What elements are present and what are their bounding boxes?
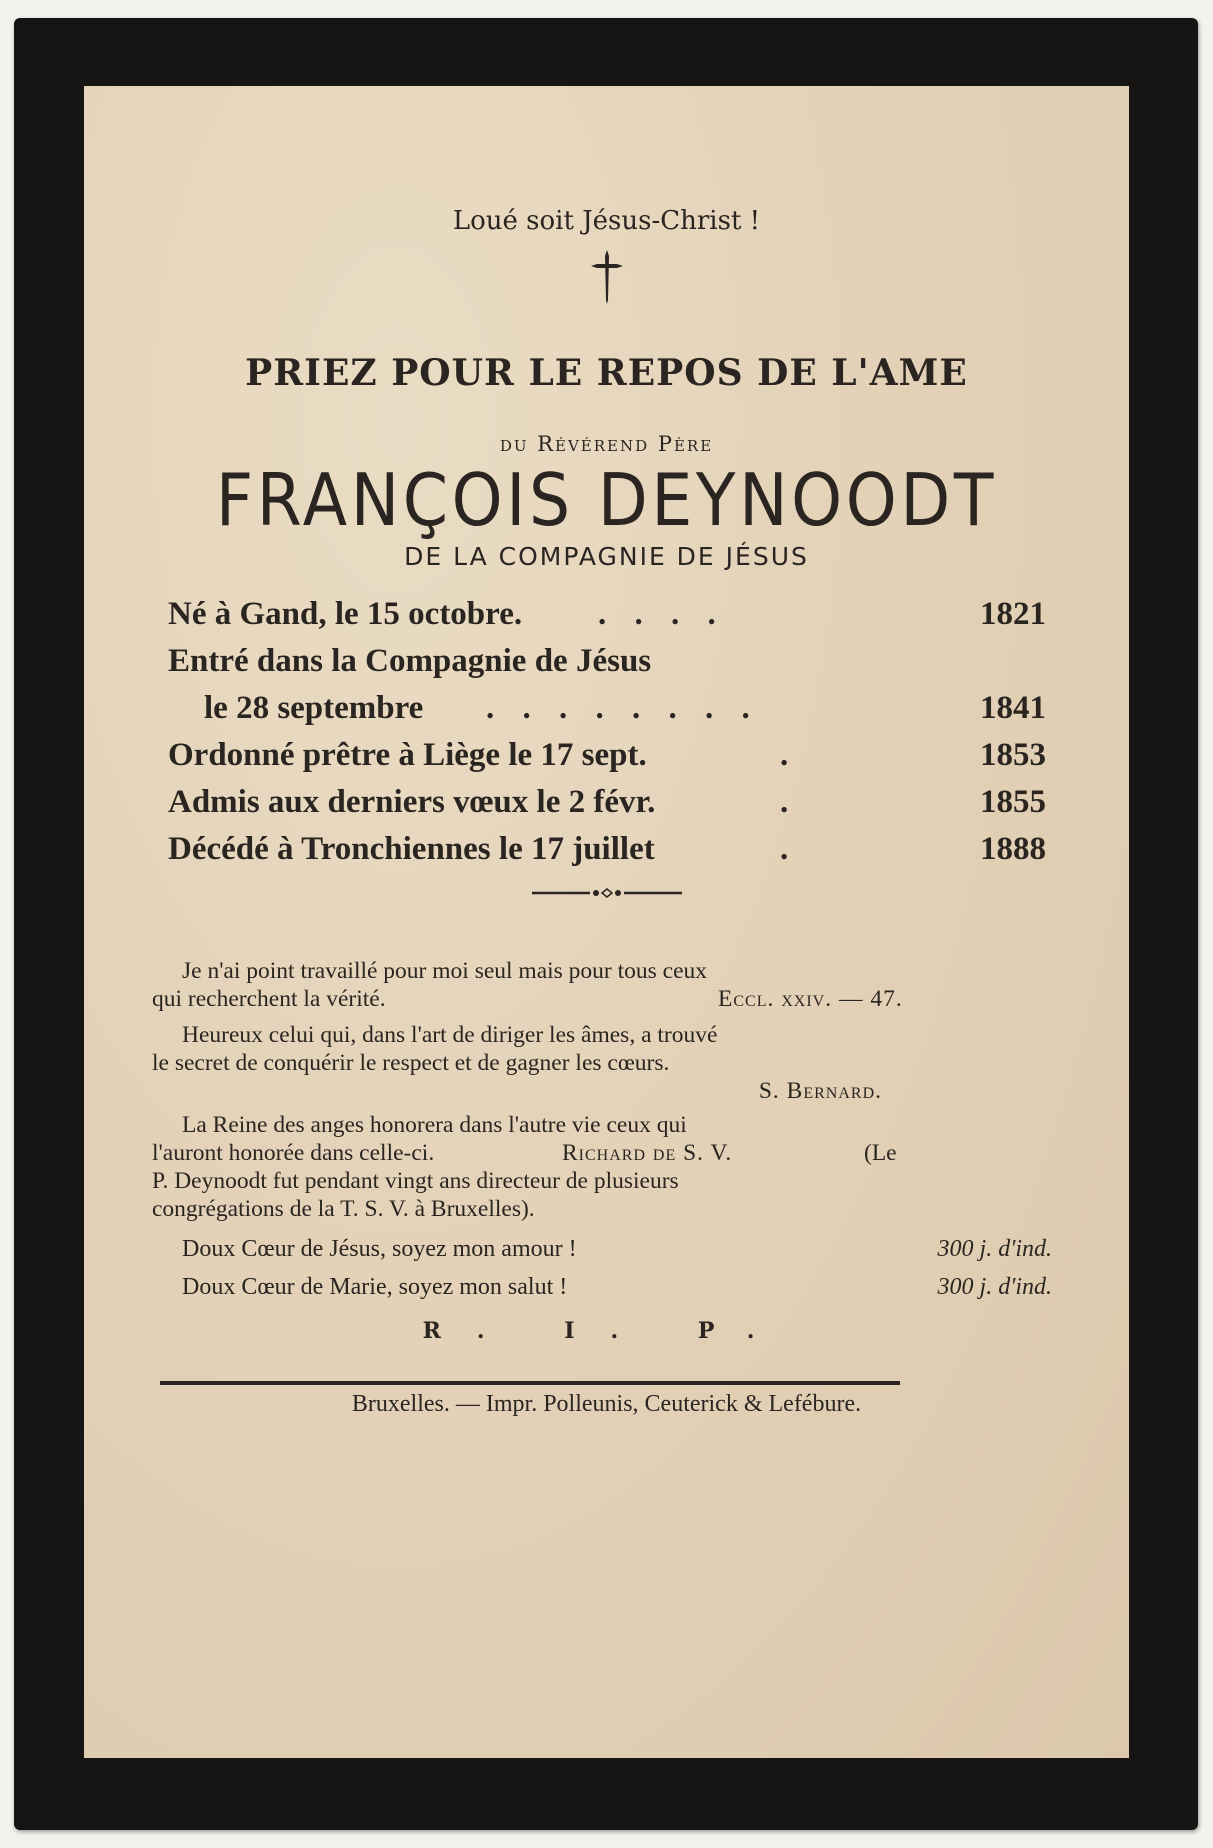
quote-reference: Richard de S. V.: [562, 1140, 733, 1166]
bio-text: le 28 septembre: [204, 690, 424, 726]
cross-icon: [84, 248, 1129, 304]
quote-line: P. Deynoodt fut pendant vingt ans directeur de plusieurs: [152, 1168, 679, 1194]
bio-line: [168, 643, 1068, 683]
prayer-indulgence: 300 j. d'ind.: [937, 1274, 1052, 1300]
bio-text: Entré dans la Compagnie de Jésus: [168, 643, 652, 679]
quote-line: Heureux celui qui, dans l'art de diriger les âmes, a trouvé: [182, 1022, 718, 1048]
printer-credit: Bruxelles. — Impr. Polleunis, Ceuterick & Lefébure.: [351, 1391, 862, 1417]
bio-dots: .: [780, 831, 799, 867]
quote-line: qui recherchent la vérité.: [152, 986, 386, 1012]
bio-year: 1855: [980, 784, 1046, 820]
bio-dots: .: [780, 784, 799, 820]
bio-text: Ordonné prêtre à Liège le 17 sept.: [168, 737, 647, 773]
prayer-text: Doux Cœur de Jésus, soyez mon amour !: [182, 1236, 577, 1262]
bio-line: [168, 690, 1068, 730]
bio-text: Décédé à Tronchiennes le 17 juillet: [168, 831, 655, 867]
prayer-text: Doux Cœur de Marie, soyez mon salut !: [182, 1274, 568, 1300]
prayer-line: [182, 1236, 1052, 1270]
heading: PRIEZ POUR LE REPOS DE L'AME: [245, 352, 968, 394]
clerical-title: du Révérend Père: [499, 432, 714, 456]
prayer-indulgence: 300 j. d'ind.: [937, 1236, 1052, 1262]
quote-ecclesiasticus: [152, 956, 1052, 1016]
bio-dots: .: [780, 737, 799, 773]
bio-line: [168, 737, 1068, 777]
bio-text: Né à Gand, le 15 octobre.: [168, 596, 523, 632]
quote-reference: S. Bernard.: [758, 1078, 882, 1104]
bio-dots: . . . . . . . .: [486, 690, 760, 726]
quote-line: l'auront honorée dans celle-ci.: [152, 1140, 435, 1166]
quote-reference: Eccl. xxiv. — 47.: [718, 986, 903, 1012]
bio-dots: . . . .: [598, 596, 726, 632]
invocation: Loué soit Jésus-Christ !: [452, 206, 761, 236]
card-paper: [84, 86, 1129, 1758]
rip: R. I. P.: [422, 1318, 791, 1344]
quote-line: La Reine des anges honorera dans l'autre vie ceux qui: [182, 1112, 687, 1138]
bio-line: [168, 596, 1068, 636]
quote-line: Je n'ai point travaillé pour moi seul mais pour tous ceux: [182, 958, 708, 984]
bio-year: 1841: [980, 690, 1046, 726]
printer-rule: [160, 1381, 900, 1385]
ornament-divider-icon: [84, 886, 1129, 900]
bio-year: 1821: [980, 596, 1046, 632]
deceased-name: FRANÇOIS DEYNOODT: [215, 458, 998, 542]
bio-year: 1853: [980, 737, 1046, 773]
bio-line: [168, 831, 1068, 871]
quote-richard: [152, 1110, 1052, 1230]
quote-line: le secret de conquérir le respect et de gagner les cœurs.: [152, 1050, 670, 1076]
quote-line: congrégations de la T. S. V. à Bruxelles).: [152, 1196, 535, 1222]
society: DE LA COMPAGNIE DE JÉSUS: [404, 542, 809, 571]
bio-year: 1888: [980, 831, 1046, 867]
bio-text: Admis aux derniers vœux le 2 févr.: [168, 784, 656, 820]
quote-bernard: [152, 1020, 1052, 1110]
memorial-card: [14, 18, 1198, 1830]
prayer-line: [182, 1274, 1052, 1308]
bio-line: [168, 784, 1068, 824]
quote-line: (Le: [864, 1140, 897, 1166]
